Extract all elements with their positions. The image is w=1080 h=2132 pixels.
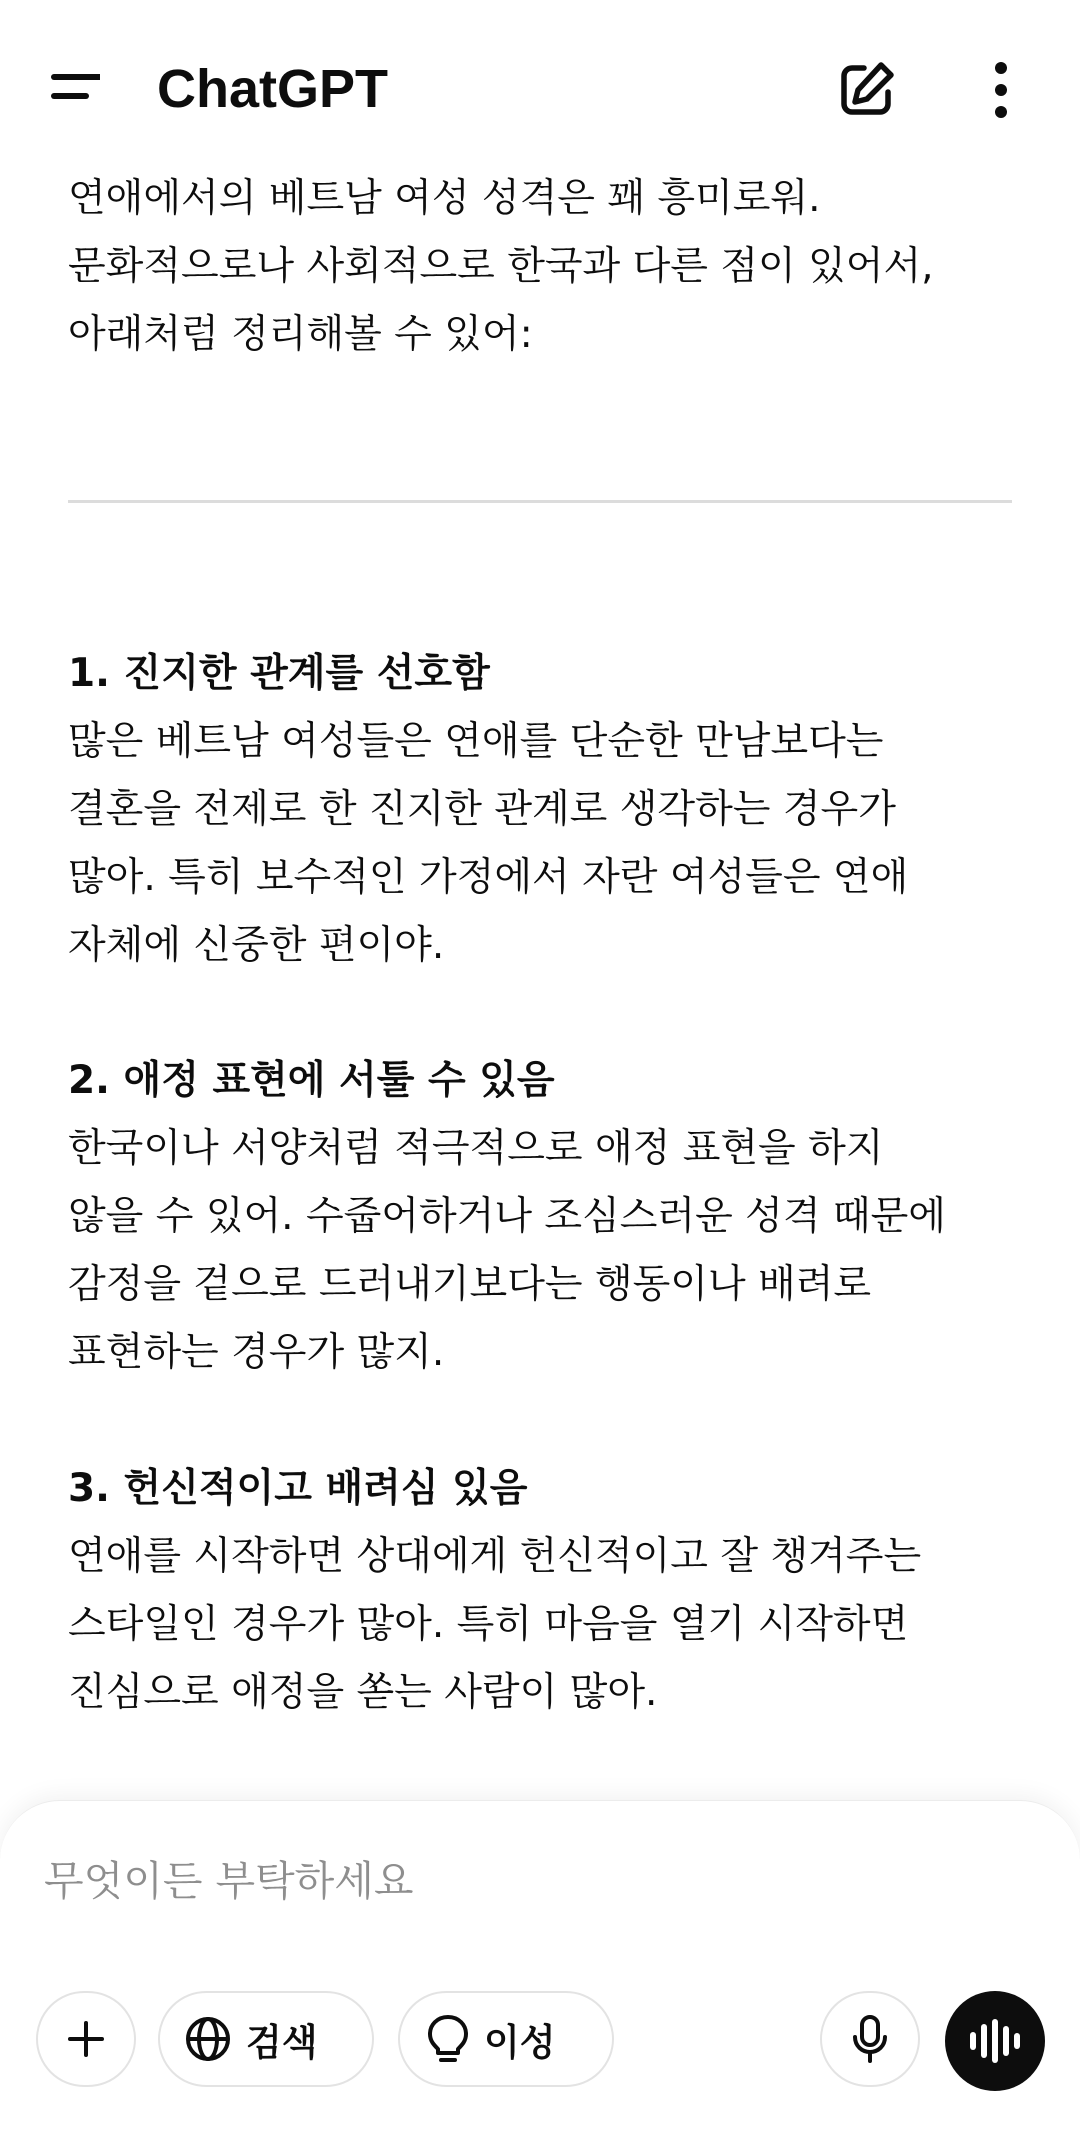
search-button[interactable] bbox=[158, 1991, 374, 2087]
message-intro bbox=[68, 165, 1018, 369]
globe-icon bbox=[184, 2015, 232, 2063]
menu-icon bbox=[40, 62, 120, 102]
message-line: 많은 베트남 여성들은 연애를 단순한 만남보다는 bbox=[68, 719, 884, 764]
message-line: 아래처럼 정리해볼 수 있어: bbox=[68, 312, 533, 357]
message-line: 않을 수 있어. 수줍어하거나 조심스러운 성격 때문에 bbox=[68, 1194, 946, 1239]
section-heading: 2. 애정 표현에 서툴 수 있음 bbox=[68, 1058, 555, 1103]
lightbulb-icon bbox=[426, 2013, 470, 2065]
voice-waveform-icon bbox=[967, 2019, 1023, 2063]
message-composer bbox=[0, 1800, 1080, 2132]
prompt-input[interactable]: 무엇이든 부탁하세요 bbox=[44, 1857, 414, 1905]
new-chat-button[interactable] bbox=[830, 54, 902, 126]
message-section-3 bbox=[68, 1455, 1018, 1727]
microphone-icon bbox=[850, 2013, 890, 2065]
message-line: 연애에서의 베트남 여성 성격은 꽤 흥미로워. bbox=[68, 176, 821, 221]
message-line: 스타일인 경우가 많아. 특히 마음을 열기 시작하면 bbox=[68, 1602, 909, 1647]
message-section-2 bbox=[68, 1047, 1018, 1387]
more-options-button[interactable] bbox=[975, 54, 1027, 126]
edit-icon bbox=[830, 54, 902, 126]
search-button-label: 검색 bbox=[246, 2021, 318, 2064]
reason-button[interactable] bbox=[398, 1991, 614, 2087]
top-bar bbox=[0, 0, 1080, 178]
message-line: 결혼을 전제로 한 진지한 관계로 생각하는 경우가 bbox=[68, 787, 896, 832]
add-attachment-button[interactable] bbox=[36, 1991, 136, 2087]
message-line: 표현하는 경우가 많지. bbox=[68, 1330, 445, 1375]
message-line: 진심으로 애정을 쏟는 사람이 많아. bbox=[68, 1670, 658, 1715]
horizontal-divider bbox=[68, 500, 1012, 503]
message-line: 많아. 특히 보수적인 가정에서 자란 여성들은 연애 bbox=[68, 855, 909, 900]
message-line: 감정을 겉으로 드러내기보다는 행동이나 배려로 bbox=[68, 1262, 872, 1307]
message-line: 문화적으로나 사회적으로 한국과 다른 점이 있어서, bbox=[68, 244, 934, 289]
app-title[interactable]: ChatGPT bbox=[157, 59, 389, 119]
plus-icon bbox=[66, 2019, 106, 2059]
message-line: 한국이나 서양처럼 적극적으로 애정 표현을 하지 bbox=[68, 1126, 884, 1171]
section-heading: 3. 헌신적이고 배려심 있음 bbox=[68, 1466, 528, 1511]
reason-button-label: 이성 bbox=[484, 2021, 556, 2064]
dictation-button[interactable] bbox=[820, 1991, 920, 2087]
message-line: 자체에 신중한 편이야. bbox=[68, 923, 445, 968]
message-section-1 bbox=[68, 640, 1018, 980]
assistant-message bbox=[68, 165, 1018, 437]
voice-mode-button[interactable] bbox=[945, 1991, 1045, 2091]
message-line: 연애를 시작하면 상대에게 헌신적이고 잘 챙겨주는 bbox=[68, 1534, 922, 1579]
sidebar-menu-button[interactable] bbox=[40, 62, 120, 118]
section-heading: 1. 진지한 관계를 선호함 bbox=[68, 651, 490, 696]
more-vertical-icon bbox=[975, 54, 1027, 126]
